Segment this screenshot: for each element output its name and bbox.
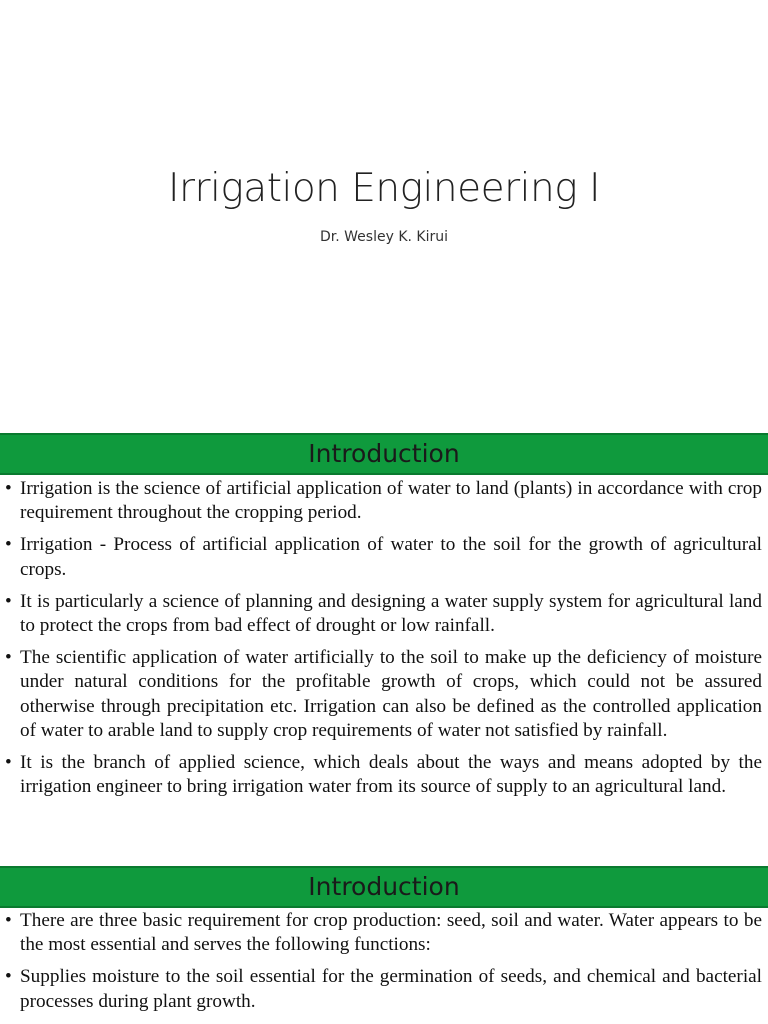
bullet-icon: • xyxy=(5,534,12,556)
bullet-list-1 xyxy=(5,477,762,807)
list-item: • It is particularly a science of planning and designing a water supply system for agricultural land to protect the crops from bad effect of drought or low rainfall. xyxy=(5,590,762,637)
bullet-icon: • xyxy=(5,966,12,988)
list-item: • Irrigation - Process of artificial application of water to the soil for the growth of agricultural crops. xyxy=(5,534,762,580)
title-slide xyxy=(0,0,768,432)
slide-title: Irrigation Engineering I xyxy=(167,166,600,211)
bullet-icon: • xyxy=(5,752,12,774)
slide-subtitle: Dr. Wesley K. Kirui xyxy=(320,229,448,245)
section-header-introduction-2: Introduction xyxy=(0,866,768,908)
bullet-icon: • xyxy=(5,647,12,669)
list-item: • The scientific application of water artificially to the soil to make up the deficiency of moisture under natural conditions for the profitable growth of crops, which could not be assured otherwise through precipitation etc. Irrigation can also be defined as the controlled application of water to arable land to supply crop requirements of water not satisfied by rainfall. xyxy=(5,647,762,741)
bullet-list-2 xyxy=(5,909,762,1022)
bullet-icon: • xyxy=(5,590,12,612)
section-header-introduction-1: Introduction xyxy=(0,433,768,475)
list-item: • Irrigation is the science of artificial application of water to land (plants) in accordance with crop requirement throughout the cropping period. xyxy=(5,478,762,524)
list-item: • Supplies moisture to the soil essential for the germination of seeds, and chemical and bacterial processes during plant growth. xyxy=(5,966,762,1012)
bullet-icon: • xyxy=(5,478,12,499)
list-item: • There are three basic requirement for crop production: seed, soil and water. Water appears to be the most essential and serves the following functions: xyxy=(5,910,762,956)
bullet-icon: • xyxy=(5,910,12,931)
list-item: • It is the branch of applied science, which deals about the ways and means adopted by the irrigation engineer to bring irrigation water from its source of supply to an agricultural land. xyxy=(5,752,762,798)
